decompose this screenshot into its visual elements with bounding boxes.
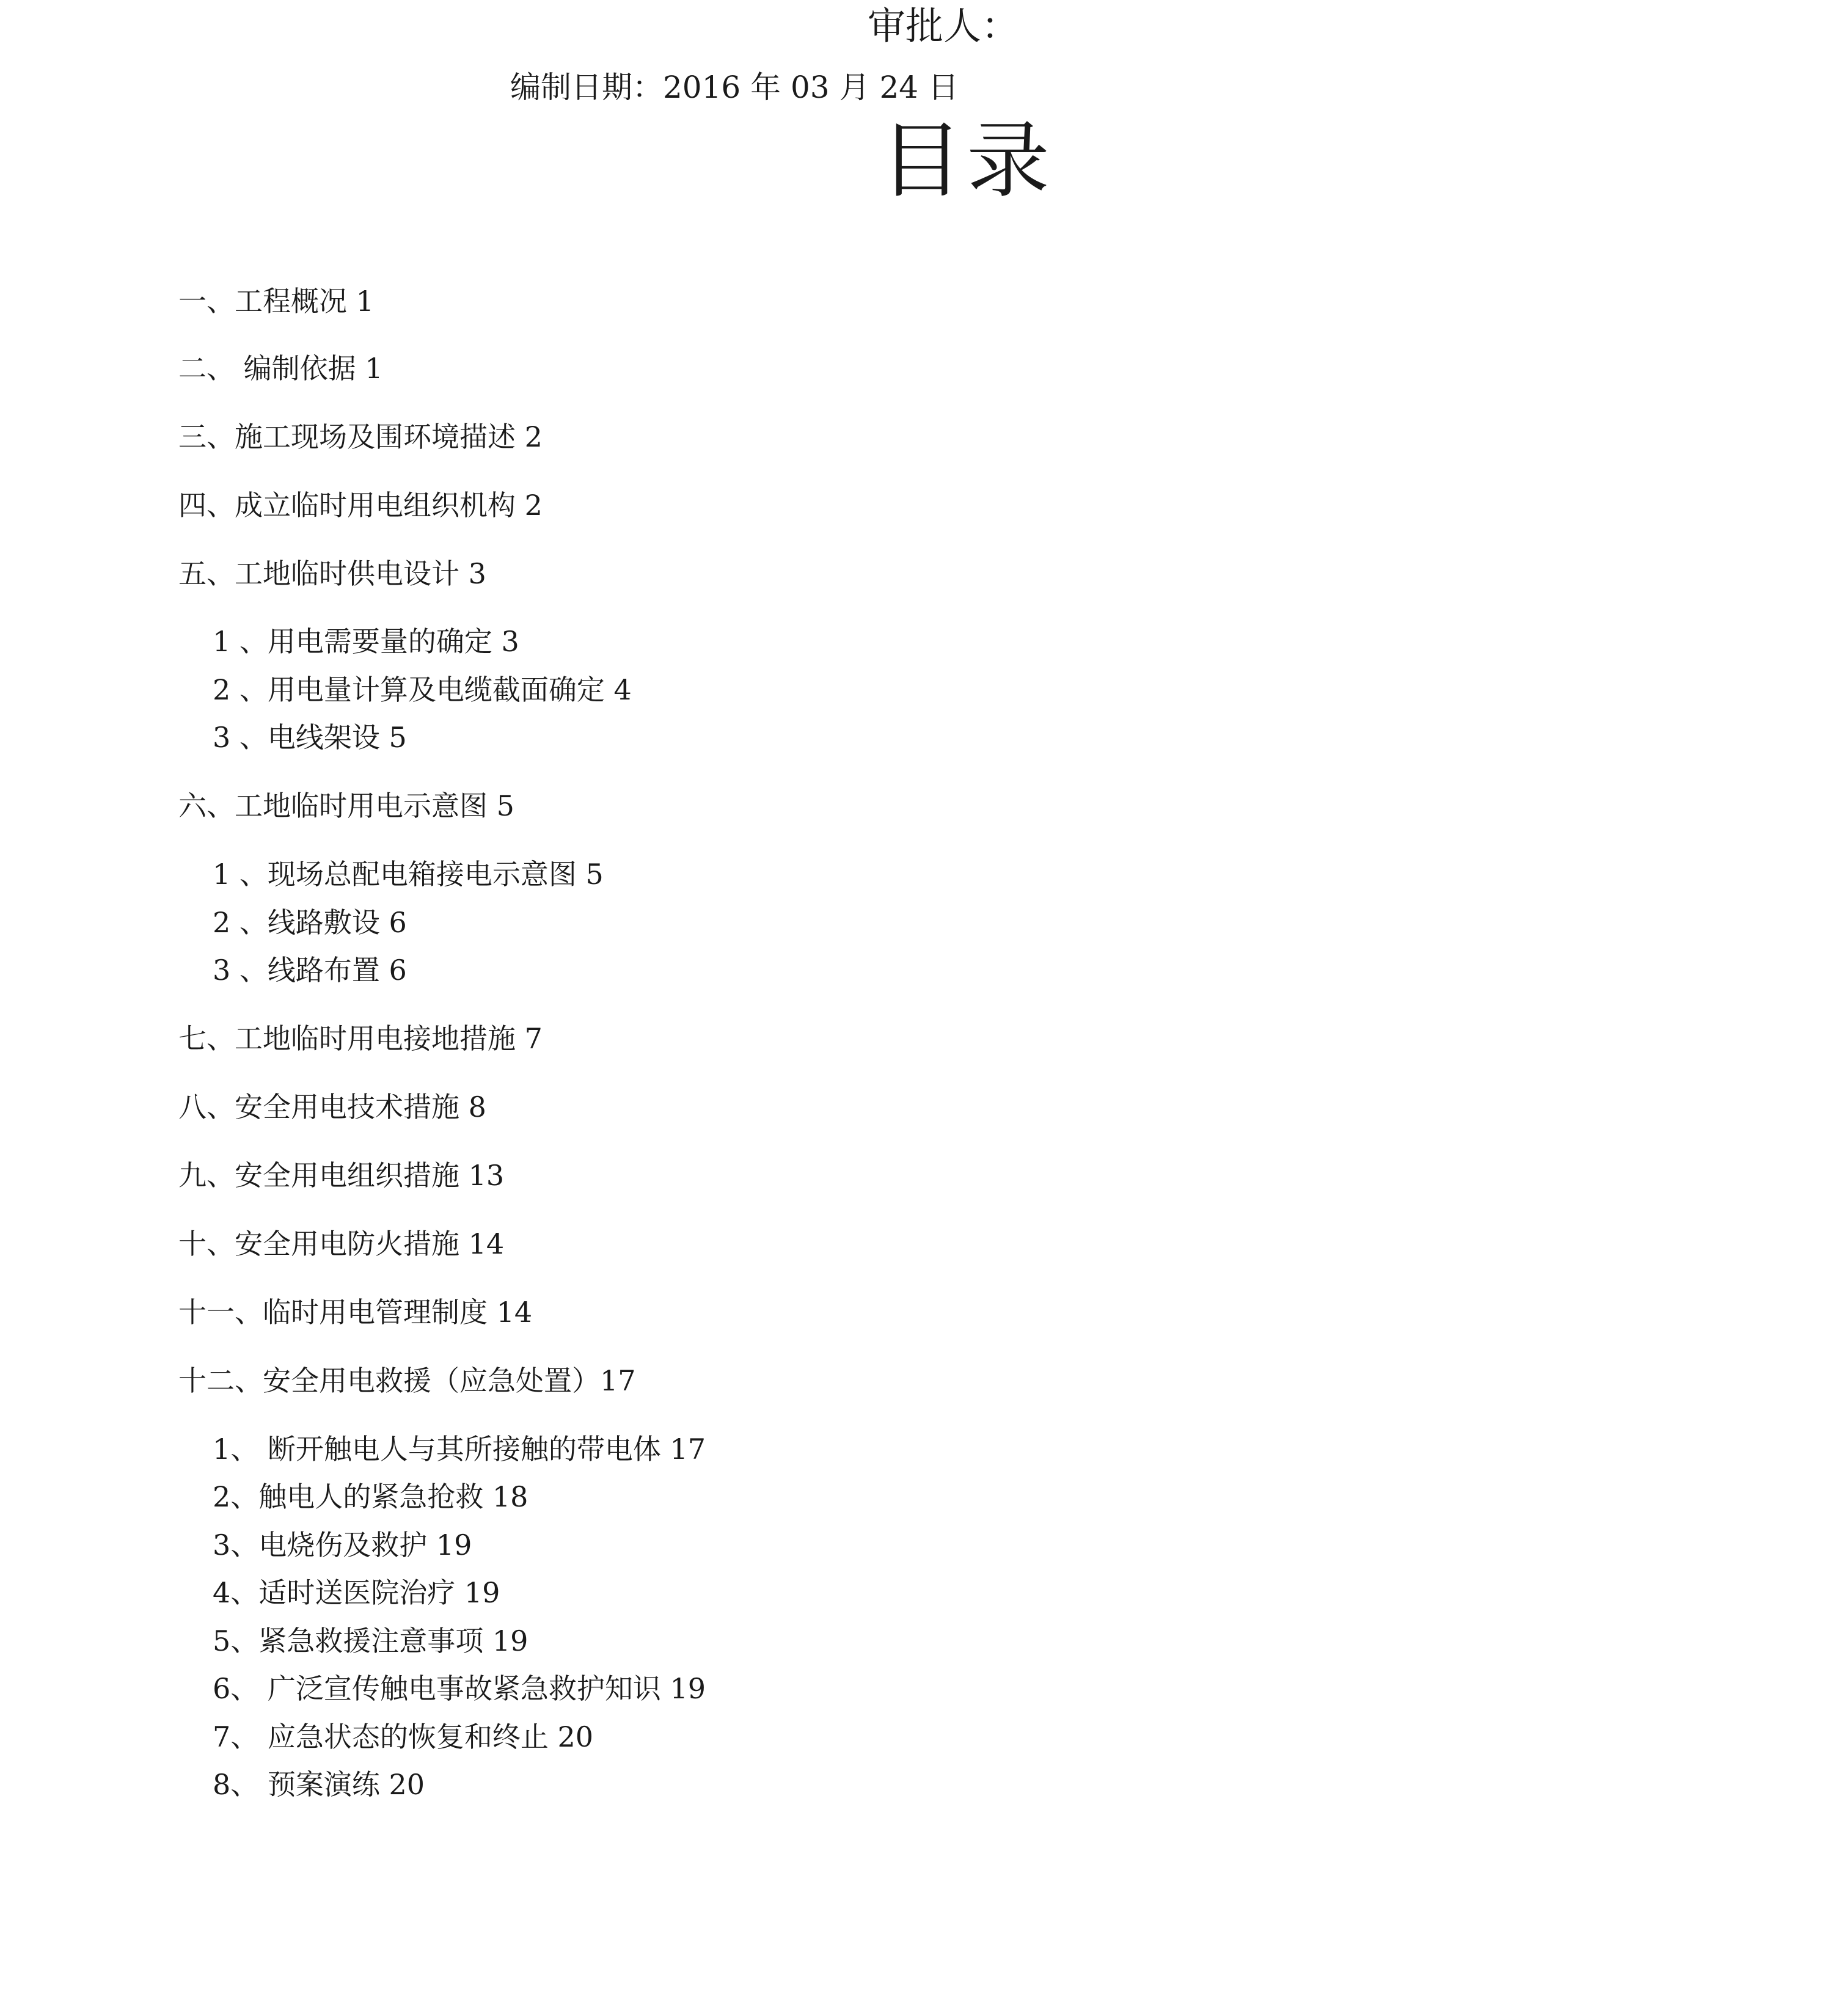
approver-label: 审批人：: [868, 4, 1020, 48]
toc-item-6: 六、工地临时用电示意图 5: [178, 789, 514, 822]
toc-subitem-5-3: 3 、电线架设 5: [213, 721, 407, 754]
toc-subitem-5-2: 2 、用电量计算及电缆截面确定 4: [213, 673, 632, 706]
toc-item-3: 三、施工现场及围环境描述 2: [178, 420, 543, 453]
toc-subitem-12-1: 1、 断开触电人与其所接触的带电体 17: [213, 1433, 706, 1466]
toc-subitem-12-2: 2、触电人的紧急抢救 18: [213, 1480, 528, 1513]
toc-subitem-12-6: 6、 广泛宣传触电事故紧急救护知识 19: [213, 1672, 706, 1705]
toc-item-11: 十一、临时用电管理制度 14: [178, 1296, 533, 1329]
toc-subitem-12-4: 4、适时送医院治疗 19: [213, 1576, 500, 1609]
toc-item-4: 四、成立临时用电组织机构 2: [178, 489, 543, 522]
toc-subitem-12-8: 8、 预案演练 20: [213, 1768, 425, 1801]
toc-item-2: 二、 编制依据 1: [178, 352, 383, 385]
toc-subitem-6-1: 1 、现场总配电箱接电示意图 5: [213, 858, 604, 891]
compile-date: 编制日期：2016 年 03 月 24 日: [510, 70, 959, 105]
toc-subitem-12-5: 5、紧急救援注意事项 19: [213, 1624, 528, 1657]
toc-item-8: 八、安全用电技术措施 8: [178, 1090, 486, 1123]
toc-item-12: 十二、安全用电救援（应急处置）17: [178, 1364, 636, 1397]
toc-subitem-6-3: 3 、线路布置 6: [213, 954, 407, 987]
toc-item-10: 十、安全用电防火措施 14: [178, 1227, 505, 1260]
toc-item-1: 一、工程概况 1: [178, 285, 374, 318]
toc-subitem-12-3: 3、电烧伤及救护 19: [213, 1528, 472, 1561]
toc-subitem-5-1: 1 、用电需要量的确定 3: [213, 625, 519, 658]
toc-title: 目录: [880, 113, 1053, 210]
toc-item-7: 七、工地临时用电接地措施 7: [178, 1022, 543, 1055]
toc-subitem-12-7: 7、 应急状态的恢复和终止 20: [213, 1720, 594, 1753]
toc-subitem-6-2: 2 、线路敷设 6: [213, 906, 407, 939]
toc-item-9: 九、安全用电组织措施 13: [178, 1159, 505, 1192]
toc-item-5: 五、工地临时供电设计 3: [178, 557, 486, 590]
